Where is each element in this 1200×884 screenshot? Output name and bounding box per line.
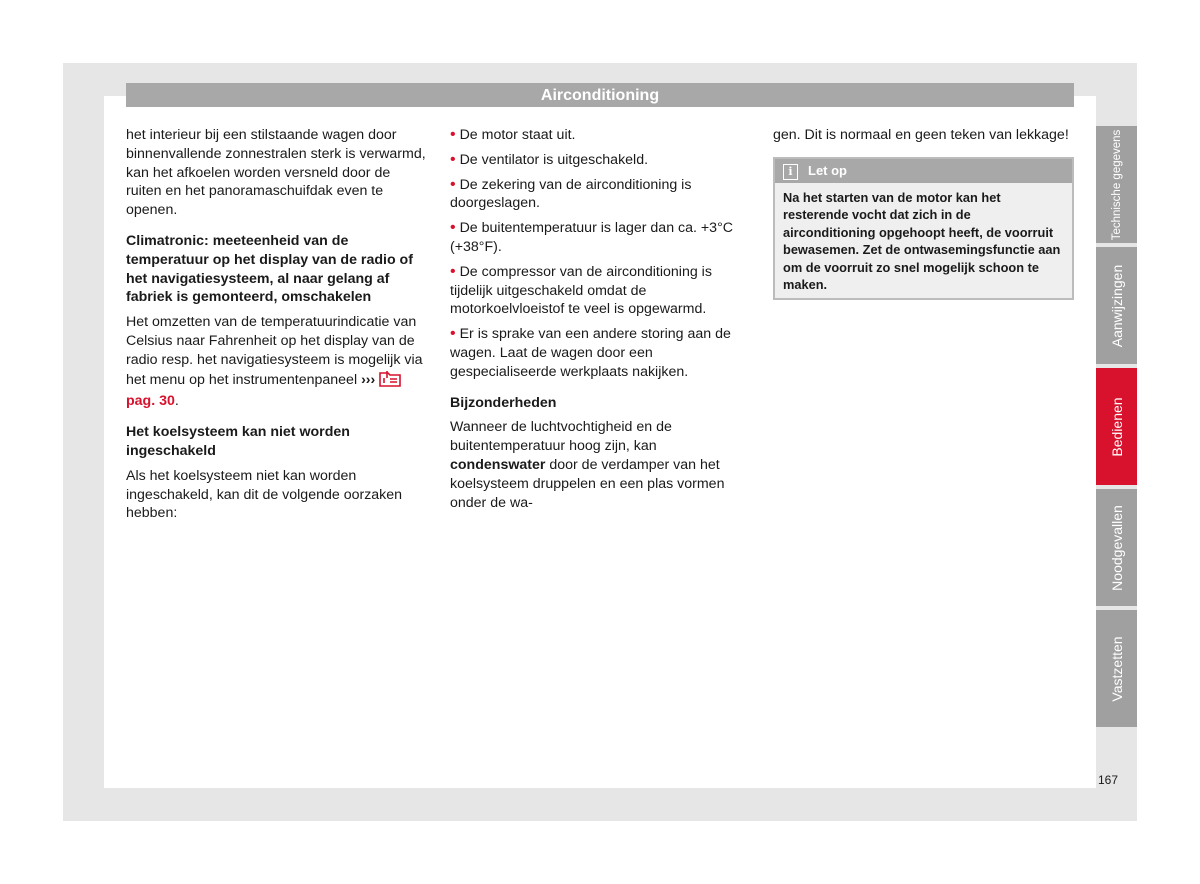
bullet-dot-icon: • (450, 219, 456, 237)
info-icon: i (783, 164, 798, 180)
book-reference-icon (378, 370, 402, 393)
cause-list-item: • De compressor van de airconditioning is tijdelijk uitgeschakeld omdat de motorkoelvloeistof te veel is opgewarmd. (450, 262, 712, 318)
tab-aanwijzingen[interactable]: Aanwijzingen (1096, 247, 1137, 364)
special-heading: Bijzonderheden (450, 394, 557, 411)
note-title: Let op (808, 162, 847, 178)
note-header (775, 159, 1072, 183)
note-box (773, 157, 1074, 300)
note-text: Na het starten van de motor kan het resterende vocht dat zich in de airconditioning opgehoopt heeft, de voorruit bewasemen. Zet de ontwasemingsfunctie aan om de voorruit zo snel mogelijk schoon te maken. (775, 183, 1072, 298)
bullet-dot-icon: • (450, 126, 456, 143)
cause-list-item: • De buitentemperatuur is lager dan ca. +3°C (+38°F). (450, 219, 733, 255)
tab-noodgevallen[interactable]: Noodgevallen (1096, 489, 1137, 606)
bullet-dot-icon: • (450, 150, 456, 168)
bullet-dot-icon: • (450, 175, 456, 193)
section-header: Airconditioning (126, 83, 1074, 107)
tab-technische-gegevens[interactable]: Technische gegevens (1096, 126, 1137, 243)
special-paragraph: Wanneer de luchtvochtigheid en de buitentemperatuur hoog zijn, kan condenswater door de verdamper van het koelsysteem druppelen en een plas vormen onder de wa- (450, 419, 725, 511)
bullet-dot-icon: • (450, 262, 456, 280)
tab-vastzetten[interactable]: Vastzetten (1096, 610, 1137, 727)
climatronic-text: Het omzetten van de temperatuurindicatie van Celsius naar Fahrenheit op het display van de radio resp. het navigatiesysteem is mogelijk via het menu op het instrumentenpaneel (126, 314, 423, 388)
page-number: 167 (1098, 773, 1119, 787)
climatronic-paragraph (126, 313, 426, 411)
cause-list-item: • De zekering van de airconditioning is doorgeslagen. (450, 175, 692, 212)
text-column-3 (773, 126, 1074, 300)
cause-list-item: • De motor staat uit. (450, 126, 576, 143)
reference-arrows: ››› (361, 371, 376, 388)
text-column-2 (450, 126, 750, 524)
tab-bedienen[interactable]: Bedienen (1096, 368, 1137, 485)
bullet-dot-icon: • (450, 325, 456, 343)
intro-paragraph: het interieur bij een stilstaande wagen door binnenvallende zonnestralen sterk is verwarmd, kan het afkoelen worden versneld door de ruiten en het panoramaschuifdak even te openen. (126, 127, 426, 219)
page-ref-period: . (174, 393, 179, 410)
cooling-heading: Het koelsysteem kan niet worden ingeschakeld (126, 424, 350, 459)
continuation-paragraph: gen. Dit is normaal en geen teken van lekkage! (773, 127, 1069, 143)
cause-list-item: • De ventilator is uitgeschakeld. (450, 150, 649, 168)
page-reference-link[interactable]: pag. 30 (126, 393, 175, 410)
climatronic-heading: Climatronic: meeteenheid van de temperatuur op het display van de radio of het navigatiesysteem, al naar gelang af fabriek is gemonteerd, omschakelen (126, 232, 413, 306)
cooling-paragraph: Als het koelsysteem niet kan worden ingeschakeld, kan dit de volgende oorzaken hebben: (126, 467, 403, 522)
condenswater-term: condenswater (450, 456, 546, 473)
text-column-1 (126, 126, 426, 535)
cause-list-item: • Er is sprake van een andere storing aan de wagen. Laat de wagen door een gespecialiseerde werkplaats nakijken. (450, 325, 731, 380)
